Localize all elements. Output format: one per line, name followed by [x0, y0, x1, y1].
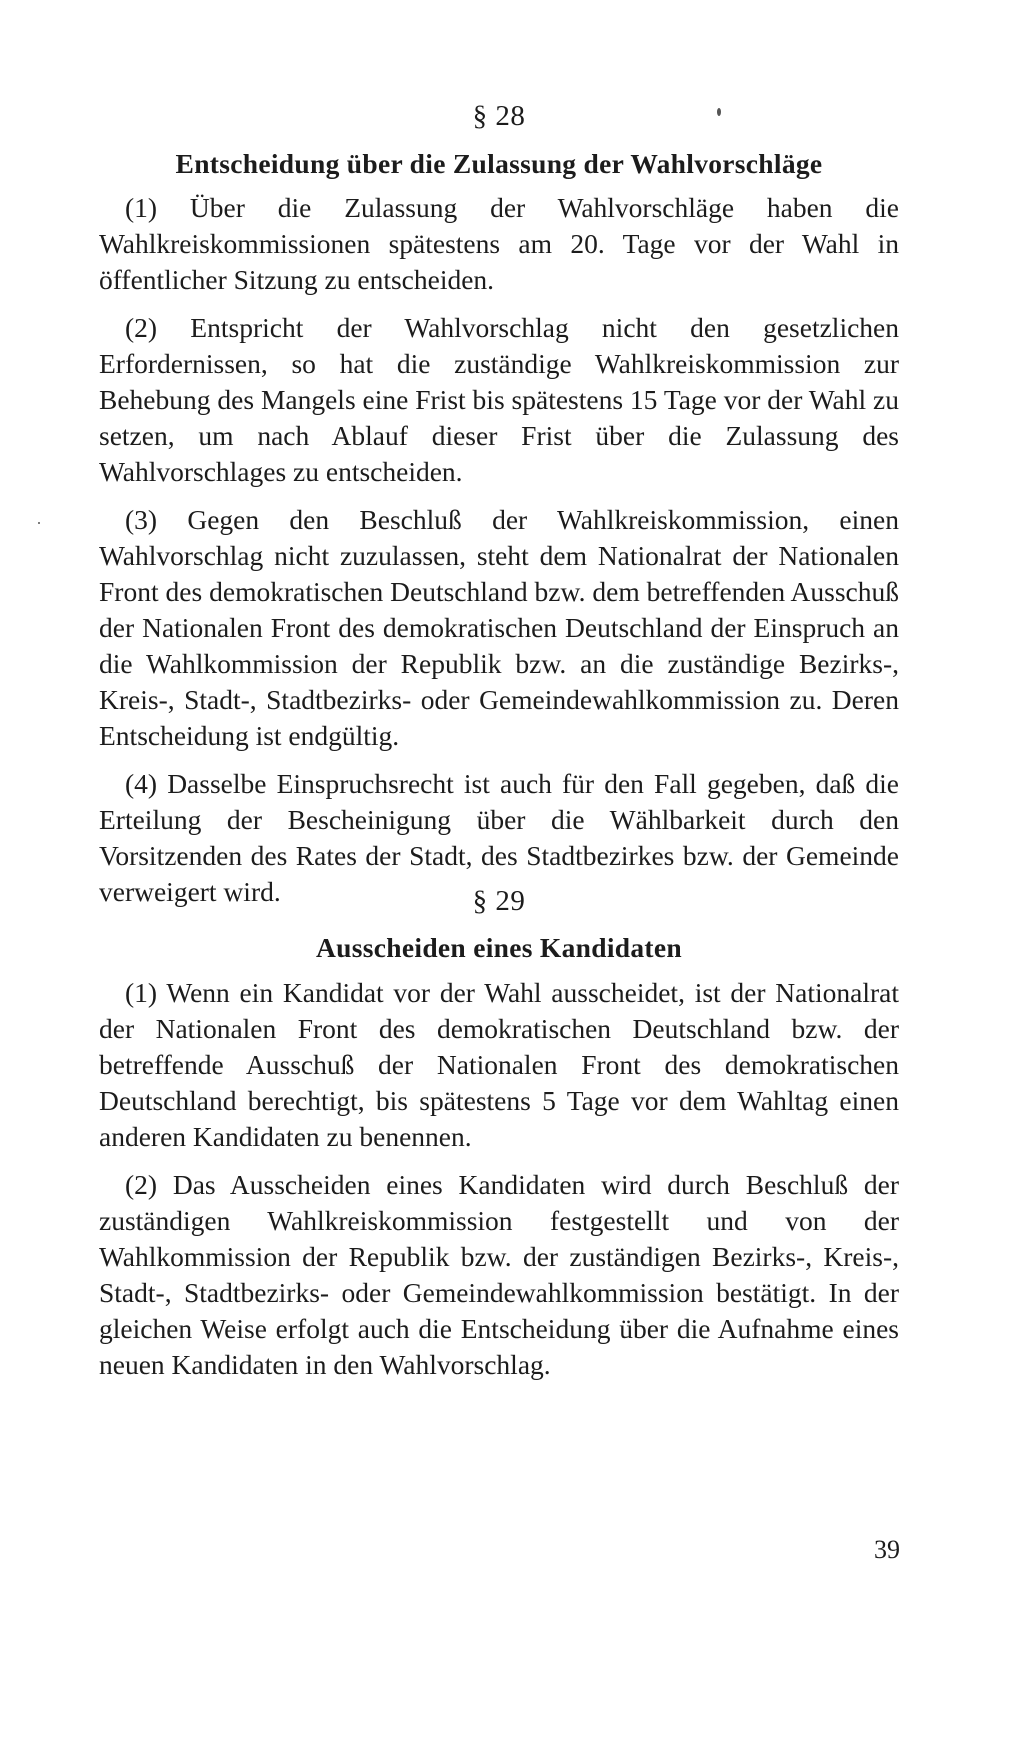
scan-speck	[38, 522, 40, 524]
paragraph: (1) Über die Zulassung der Wahlvorschläge haben die Wahlkreiskommissionen spätestens am 20. Tage vor der Wahl in öffentlicher Sitzung zu entscheiden.	[99, 192, 899, 295]
paragraph: (1) Wenn ein Kandidat vor der Wahl ausscheidet, ist der Nationalrat der Nationalen Front des demokratischen Deutschland bzw. der betreffende Ausschuß der Nationalen Front des demokratischen Deutschland berechtigt, bis spätestens 5 Tage vor dem Wahltag einen anderen Kandidaten zu benennen.	[99, 977, 899, 1152]
paragraph: (4) Dasselbe Einspruchsrecht ist auch für den Fall gegeben, daß die Erteilung der Bescheinigung über die Wählbarkeit durch den Vorsitzenden des Rates der Stadt, des Stadtbezirkes bzw. der Gemeinde verweigert wird.	[99, 768, 899, 907]
section-title: Ausscheiden eines Kandidaten	[316, 932, 682, 963]
scan-speck	[717, 108, 721, 116]
section-28	[99, 100, 899, 133]
section-29-title-wrap	[99, 932, 899, 964]
section-29-body	[99, 975, 899, 1383]
paragraph: (3) Gegen den Beschluß der Wahlkreiskommission, einen Wahlvorschlag nicht zuzulassen, steht dem Nationalrat der Nationalen Front des demokratischen Deutschland bzw. dem betreffenden Ausschuß der Nationalen Front des demokratischen Deutschland der Einspruch an die Wahlkommission der Republik bzw. an die zuständige Bezirks-, Kreis-, Stadt-, Stadtbezirks- oder Gemeindewahlkommission zu. Deren Entscheidung ist endgültig.	[99, 504, 899, 751]
section-29	[99, 885, 899, 918]
section-title: Entscheidung über die Zulassung der Wahlvorschläge	[175, 148, 823, 179]
section-28-title-wrap	[99, 148, 899, 180]
paragraph: (2) Entspricht der Wahlvorschlag nicht den gesetzlichen Erfordernissen, so hat die zuständige Wahlkreiskommission zur Behebung des Mangels eine Frist bis spätestens 15 Tage vor der Wahl zu setzen, um nach Ablauf dieser Frist über die Zulassung des Wahlvorschlages zu entscheiden.	[99, 312, 899, 487]
page-number: 39	[874, 1535, 900, 1564]
section-heading: § 29	[472, 885, 526, 917]
section-28-body	[99, 190, 899, 910]
section-heading: § 28	[472, 100, 526, 132]
paragraph: (2) Das Ausscheiden eines Kandidaten wird durch Beschluß der zuständigen Wahlkreiskommission festgestellt und von der Wahlkommission der Republik bzw. der zuständigen Bezirks-, Kreis-, Stadt-, Stadtbezirks- oder Gemeindewahlkommission bestätigt. In der gleichen Weise erfolgt auch die Entscheidung über die Aufnahme eines neuen Kandidaten in den Wahlvorschlag.	[99, 1169, 899, 1380]
